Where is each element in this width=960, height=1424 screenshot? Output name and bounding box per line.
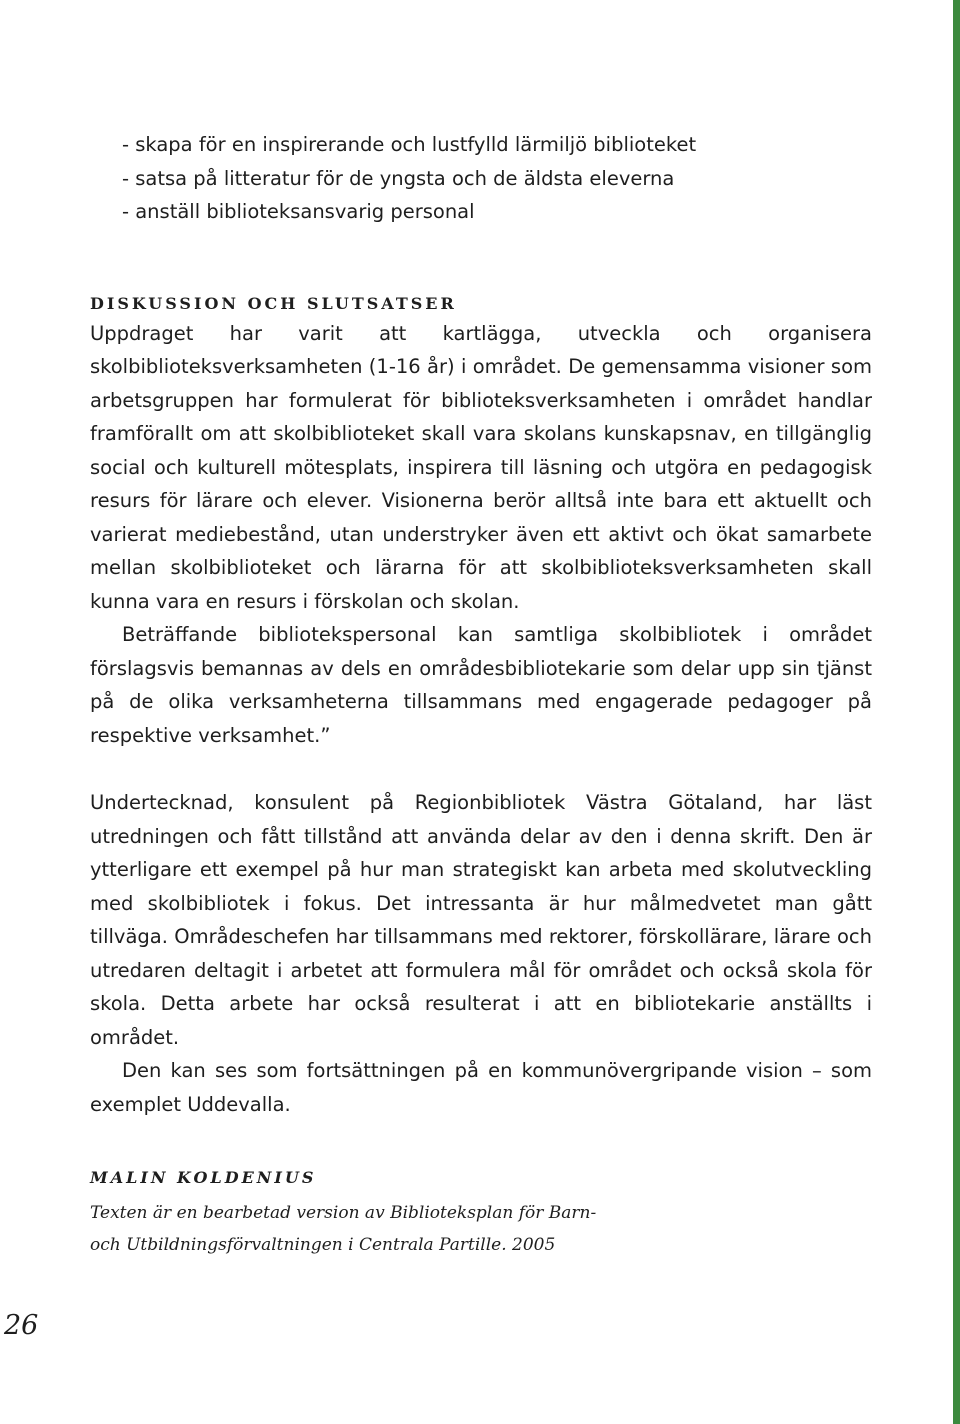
page-number: 26 xyxy=(4,1310,39,1341)
green-edge-bar xyxy=(953,0,960,1424)
bullet-item: - skapa för en inspirerande och lustfylld lärmiljö biblioteket xyxy=(122,133,697,156)
body-paragraph: Beträffande bibliotekspersonal kan samtliga skolbibliotek i området förslagsvis bemannas av dels en områdesbibliotekarie som delar upp sin tjänst på de olika verksamheterna tillsammans med engagerade pedagoger på respektive verksamhet.” xyxy=(90,623,872,747)
source-note: Texten är en bearbetad version av Biblioteksplan för Barn- och Utbildningsförvaltningen i Centrala Partille. 2005 xyxy=(90,1203,597,1255)
bullet-item: - anställ biblioteksansvarig personal xyxy=(122,200,475,223)
body-paragraph: Undertecknad, konsulent på Regionbibliotek Västra Götaland, har läst utredningen och fått tillstånd att använda delar av den i denna skrift. Den är ytterligare ett exempel på hur man strategiskt kan arbeta med skolutveckling med skolbibliotek i fokus. Det intressanta är hur målmedvetet man gått tillväga. Områdeschefen har tillsammans med rektorer, förskollärare, lärare och utredaren deltagit i arbetet att formulera mål för området och också skola för skola. Detta arbete har också resulterat i att en bibliotekarie anställts i området. xyxy=(90,791,872,1049)
body-paragraph: Uppdraget har varit att kartlägga, utveckla och organisera skolbiblioteksverksamheten (1-16 år) i området. De gemensamma visioner som arbetsgruppen har formulerat för biblioteksverksamheten i området handlar framförallt om att skolbiblioteket skall vara skolans kunskapsnav, en tillgänglig social och kulturell mötesplats, inspirera till läsning och utgöra en pedagogisk resurs för lärare och elever. Visionerna berör alltså inte bara ett aktuellt och varierat mediebestånd, utan understryker även ett aktivt och ökat samarbete mellan skolbiblioteket och lärarna för att skolbiblioteksverksamheten skall kunna vara en resurs i förskolan och skolan. xyxy=(90,321,872,613)
body-paragraph: Den kan ses som fortsättningen på en kommunövergripande vision – som exemplet Uddevalla. xyxy=(90,1059,872,1116)
bullet-item: - satsa på litteratur för de yngsta och de äldsta eleverna xyxy=(122,166,675,190)
author-name: MALIN KOLDENIUS xyxy=(90,1168,317,1187)
bullet-list xyxy=(90,128,872,229)
section-heading: DISKUSSION OCH SLUTSATSER xyxy=(90,293,457,313)
page-content xyxy=(90,128,872,1261)
